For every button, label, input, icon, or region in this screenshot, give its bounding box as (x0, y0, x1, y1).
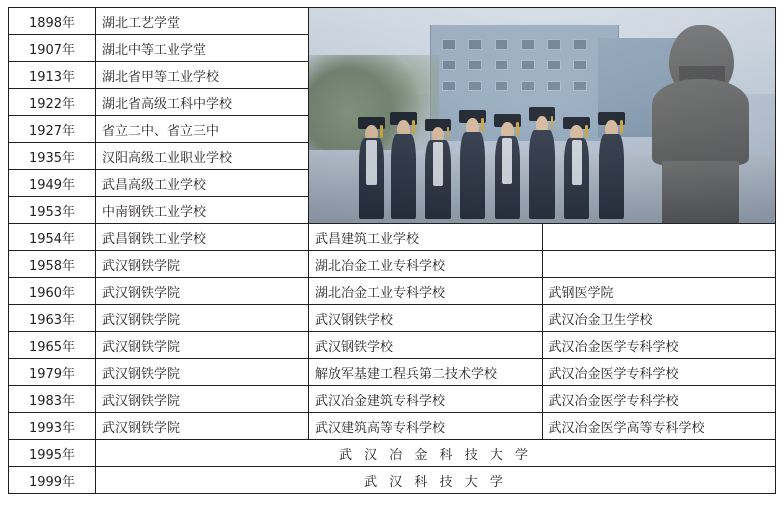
table-row (9, 305, 776, 332)
table-row (9, 224, 776, 251)
photo-vignette (309, 8, 775, 223)
school-name-cell: 武汉冶金医学专科学校 (542, 332, 776, 359)
school-name-cell: 武汉钢铁学院 (96, 359, 309, 386)
school-name-cell (542, 224, 776, 251)
photo-cell (309, 8, 776, 224)
year-cell: 1949年 (9, 170, 96, 197)
school-name-cell: 武昌高级工业学校 (96, 170, 309, 197)
school-name-cell: 中南钢铁工业学校 (96, 197, 309, 224)
school-name-cell: 武汉钢铁学校 (309, 305, 543, 332)
school-name-cell: 武昌建筑工业学校 (309, 224, 543, 251)
table-body (9, 8, 776, 494)
year-cell: 1927年 (9, 116, 96, 143)
merged-school-name-cell: 武 汉 科 技 大 学 (96, 467, 776, 494)
year-cell: 1898年 (9, 8, 96, 35)
year-cell: 1999年 (9, 467, 96, 494)
year-cell: 1979年 (9, 359, 96, 386)
year-cell: 1907年 (9, 35, 96, 62)
table-row (9, 386, 776, 413)
school-name-cell: 武汉冶金医学专科学校 (542, 386, 776, 413)
table-row (9, 467, 776, 494)
school-name-cell: 湖北冶金工业专科学校 (309, 251, 543, 278)
school-name-cell: 武汉钢铁学院 (96, 278, 309, 305)
school-name-cell: 湖北工艺学堂 (96, 8, 309, 35)
school-name-cell: 武汉钢铁学院 (96, 386, 309, 413)
table-row (9, 332, 776, 359)
school-name-cell: 汉阳高级工业职业学校 (96, 143, 309, 170)
school-history-table (8, 7, 776, 494)
school-name-cell: 解放军基建工程兵第二技术学校 (309, 359, 543, 386)
school-name-cell: 湖北冶金工业专科学校 (309, 278, 543, 305)
school-name-cell: 武汉冶金医学高等专科学校 (542, 413, 776, 440)
school-name-cell: 武汉冶金卫生学校 (542, 305, 776, 332)
school-name-cell: 武汉冶金医学专科学校 (542, 359, 776, 386)
year-cell: 1983年 (9, 386, 96, 413)
year-cell: 1935年 (9, 143, 96, 170)
year-cell: 1960年 (9, 278, 96, 305)
school-name-cell (542, 251, 776, 278)
year-cell: 1913年 (9, 62, 96, 89)
year-cell: 1993年 (9, 413, 96, 440)
graduates-and-bust-photo (309, 8, 775, 223)
school-name-cell: 武钢医学院 (542, 278, 776, 305)
year-cell: 1954年 (9, 224, 96, 251)
table-row (9, 413, 776, 440)
table-row (9, 251, 776, 278)
school-name-cell: 湖北省甲等工业学校 (96, 62, 309, 89)
school-name-cell: 湖北省高级工科中学校 (96, 89, 309, 116)
year-cell: 1963年 (9, 305, 96, 332)
table-row (9, 8, 776, 35)
year-cell: 1995年 (9, 440, 96, 467)
table-row (9, 278, 776, 305)
school-name-cell: 武汉冶金建筑专科学校 (309, 386, 543, 413)
school-name-cell: 武汉钢铁学院 (96, 251, 309, 278)
school-name-cell: 武汉钢铁学院 (96, 332, 309, 359)
year-cell: 1965年 (9, 332, 96, 359)
school-name-cell: 武汉建筑高等专科学校 (309, 413, 543, 440)
merged-school-name-cell: 武 汉 冶 金 科 技 大 学 (96, 440, 776, 467)
school-name-cell: 武汉钢铁学院 (96, 305, 309, 332)
year-cell: 1958年 (9, 251, 96, 278)
school-name-cell: 省立二中、省立三中 (96, 116, 309, 143)
table-row (9, 440, 776, 467)
school-name-cell: 武昌钢铁工业学校 (96, 224, 309, 251)
table-row (9, 359, 776, 386)
school-name-cell: 湖北中等工业学堂 (96, 35, 309, 62)
year-cell: 1953年 (9, 197, 96, 224)
school-name-cell: 武汉钢铁学院 (96, 413, 309, 440)
year-cell: 1922年 (9, 89, 96, 116)
school-name-cell: 武汉钢铁学校 (309, 332, 543, 359)
